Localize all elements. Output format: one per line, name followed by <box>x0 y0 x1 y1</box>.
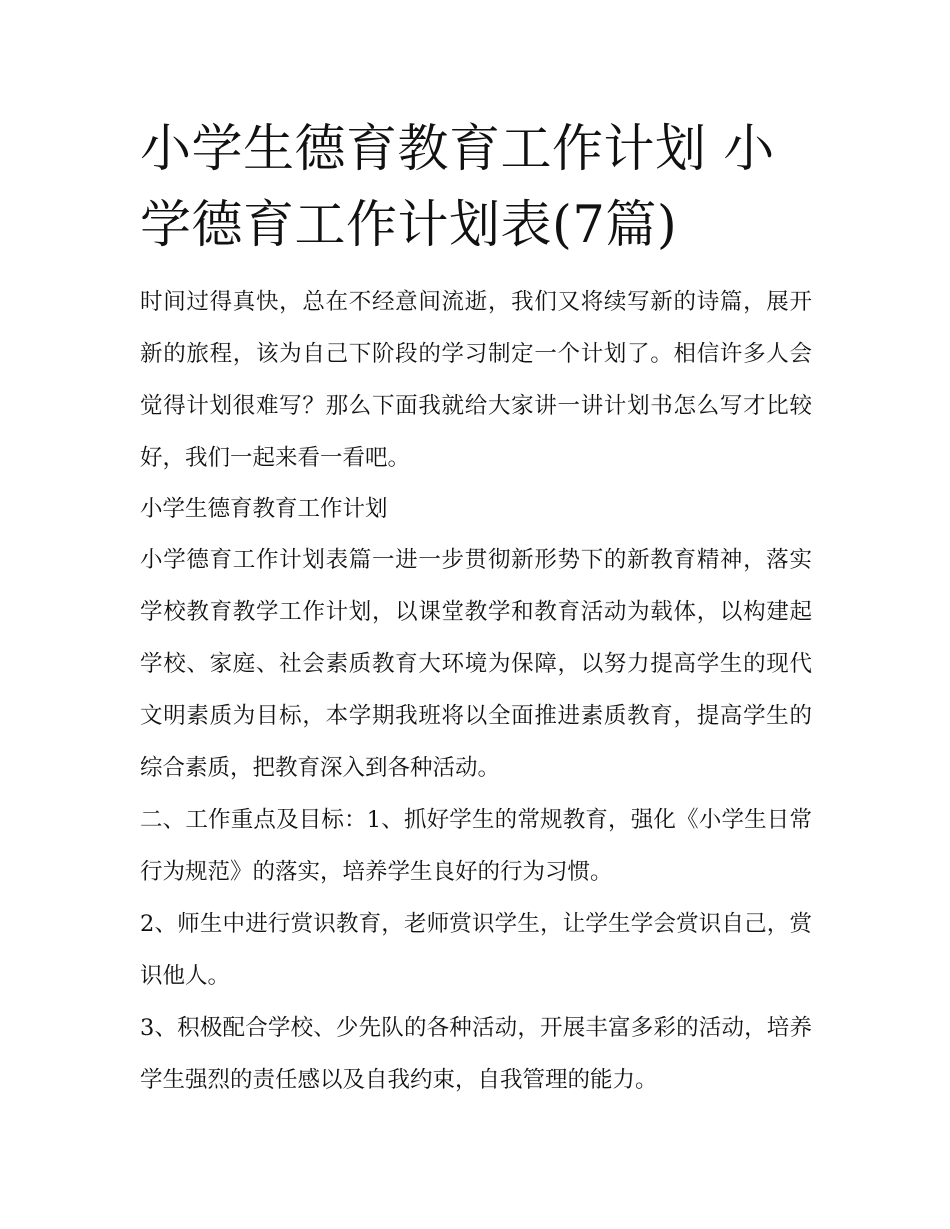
plan-paragraph-4: 3、积极配合学校、少先队的各种活动，开展丰富多彩的活动，培养学生强烈的责任感以及自我约束，自我管理的能力。 <box>140 1015 812 1093</box>
section-heading: 小学生德育教育工作计划 <box>140 496 388 522</box>
intro-paragraph: 时间过得真快，总在不经意间流逝，我们又将续写新的诗篇，展开新的旅程，该为自己下阶段的学习制定一个计划了。相信许多人会觉得计划很难写？那么下面我就给大家讲一讲计划书怎么写才比较好，我们一起来看一看吧。 <box>140 289 812 471</box>
plan-paragraph-1: 小学德育工作计划表篇一进一步贯彻新形势下的新教育精神，落实学校教育教学工作计划，以课堂教学和教育活动为载体，以构建起学校、家庭、社会素质教育大环境为保障，以努力提高学生的现代文明素质为目标，本学期我班将以全面推进素质教育，提高学生的综合素质，把教育深入到各种活动。 <box>140 547 812 781</box>
plan-paragraph-2: 二、工作重点及目标：1、抓好学生的常规教育，强化《小学生日常行为规范》的落实，培养学生良好的行为习惯。 <box>140 807 812 885</box>
plan-paragraph-3: 2、师生中进行赏识教育，老师赏识学生，让学生学会赏识自己，赏识他人。 <box>140 911 812 989</box>
document-title: 小学生德育教育工作计划 小学德育工作计划表(7篇) <box>140 120 775 255</box>
document-body <box>140 276 812 1106</box>
